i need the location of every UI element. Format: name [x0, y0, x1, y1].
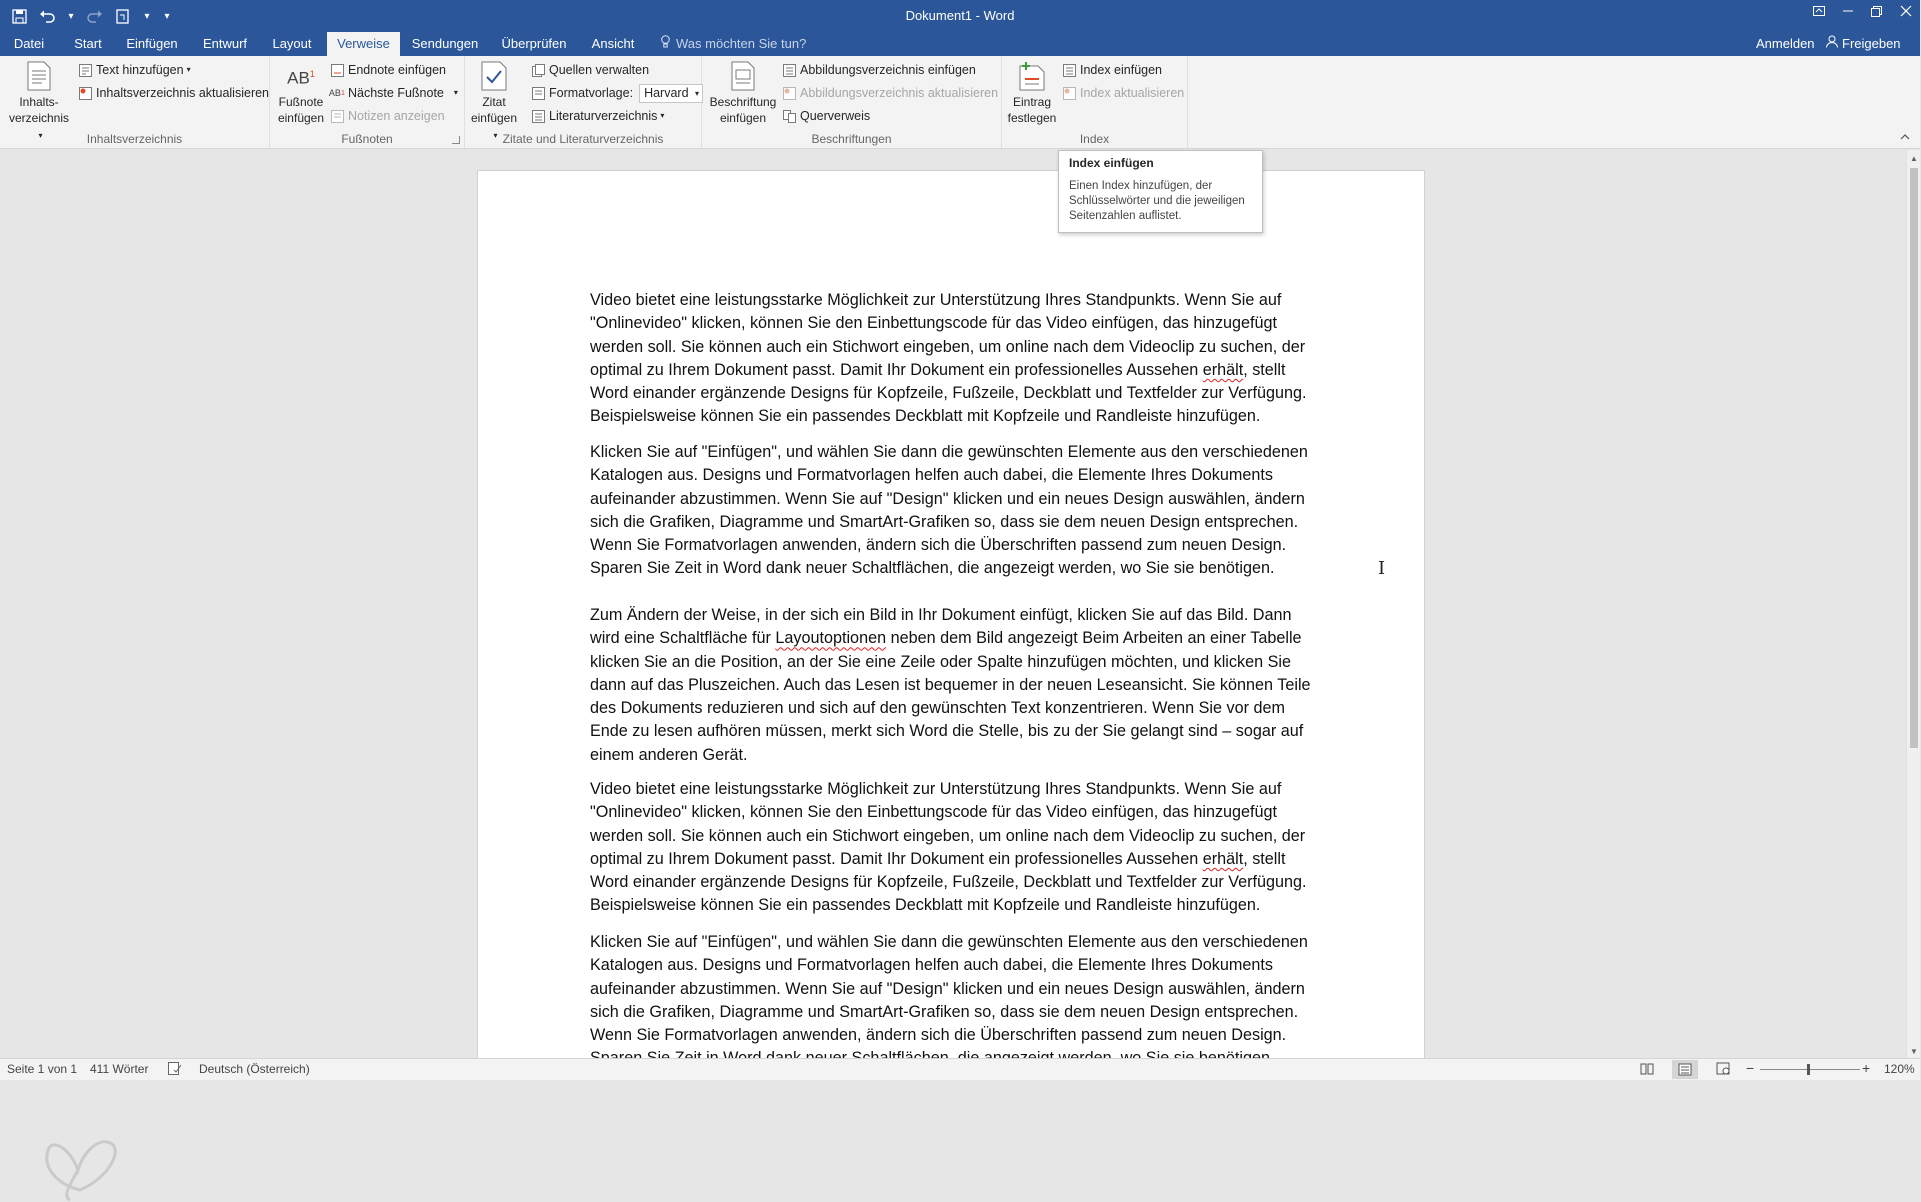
insert-tof-button[interactable]	[782, 60, 976, 80]
next-footnote-icon: AB 1	[328, 88, 346, 98]
update-table-icon	[78, 86, 92, 100]
document-canvas	[0, 150, 1906, 1058]
paragraph-2[interactable]	[590, 441, 1320, 581]
manage-sources-button[interactable]	[531, 60, 649, 80]
spelling-error[interactable]: erhält	[1202, 360, 1244, 379]
style-icon	[531, 86, 545, 100]
tab-einfuegen[interactable]: Einfügen	[126, 36, 178, 51]
citations-group-label: Zitate und Literaturverzeichnis	[502, 132, 664, 146]
show-notes-button[interactable]	[330, 106, 445, 126]
mark-entry-button[interactable]	[1004, 60, 1060, 126]
tab-datei[interactable]: Datei	[13, 36, 45, 51]
citation-icon	[478, 60, 510, 92]
show-notes-icon	[330, 109, 344, 123]
toc-group-label: Inhaltsverzeichnis	[86, 132, 183, 146]
update-index-label: Index aktualisieren	[1080, 86, 1185, 100]
bibliography-button[interactable]: Literaturverzeichnis ▾	[531, 106, 664, 126]
index-group-label: Index	[1079, 132, 1110, 146]
style-value: Harvard	[644, 85, 689, 100]
update-index-icon	[1062, 86, 1076, 100]
spelling-error[interactable]: erhält	[1202, 849, 1244, 868]
footnotes-group-label: Fußnoten	[341, 132, 393, 146]
bibliography-icon	[531, 109, 545, 123]
paragraph-1[interactable]	[590, 289, 1320, 429]
footnote-label-line2: einfügen	[277, 111, 325, 125]
zoom-slider-thumb[interactable]	[1807, 1064, 1810, 1075]
update-tof-icon	[782, 86, 796, 100]
footnote-label-line1: Fußnote	[278, 95, 324, 109]
proofing-icon[interactable]	[168, 1062, 182, 1078]
word-count[interactable]: 411 Wörter	[90, 1062, 149, 1076]
scroll-down-icon[interactable]: ▼	[1910, 1047, 1918, 1056]
mark-entry-label-line2: festlegen	[1007, 111, 1057, 125]
scroll-thumb[interactable]	[1910, 168, 1918, 748]
insert-endnote-button[interactable]	[330, 60, 446, 80]
tab-sendungen[interactable]: Sendungen	[411, 36, 479, 51]
update-toc-label: Inhaltsverzeichnis aktualisieren	[96, 86, 270, 100]
paragraph-text: , stellt Word einander ergänzende Designs für Kopfzeile, Fußzeile, Deckblatt und Textfelder zur Verfügung. Beispielsweise können Sie ein passendes Deckblatt mit Kopfzeile und Randleiste hinzufügen.	[590, 849, 1307, 915]
insert-caption-button[interactable]	[708, 60, 778, 126]
paragraph-3[interactable]	[590, 604, 1320, 767]
cross-reference-label: Querverweis	[800, 109, 871, 123]
status-bar	[0, 1058, 1920, 1080]
update-tof-label: Abbildungsverzeichnis aktualisieren	[800, 86, 999, 100]
tell-me-box[interactable]	[661, 32, 806, 56]
undo-dropdown-icon[interactable]: ▾	[68, 10, 74, 22]
update-tof-button[interactable]	[782, 83, 998, 103]
footnote-icon	[285, 60, 317, 92]
tooltip-title: Index einfügen	[1069, 156, 1154, 170]
paragraph-text: Video bietet eine leistungsstarke Möglichkeit zur Unterstützung Ihres Standpunkts. Wenn Sie auf "Onlinevideo" klicken, können Sie den Einbettungscode für das Video einfügen, das hinzugefügt werden soll. Sie können auch ein Stichwort eingeben, um online nach dem Videoclip zu suchen, der optimal zu Ihrem Dokument passt. Damit Ihr Dokument ein professionelles Aussehen	[590, 780, 1306, 868]
person-icon	[1826, 32, 1842, 56]
insert-index-icon	[1062, 63, 1076, 77]
paragraph-4[interactable]	[590, 778, 1320, 918]
lightbulb-icon	[661, 32, 670, 56]
style-selector	[531, 83, 703, 103]
web-layout-icon[interactable]	[1716, 1062, 1730, 1078]
maximize-icon[interactable]	[1862, 0, 1891, 22]
show-notes-label: Notizen anzeigen	[348, 109, 445, 123]
spelling-error[interactable]: Layoutoptionen	[775, 629, 887, 648]
paragraph-text: Klicken Sie auf "Einfügen", und wählen Sie dann die gewünschten Elemente aus den verschiedenen Katalogen aus. Designs und Formatvorlagen helfen auch dabei, die Elemente Ihres Dokuments aufeinander abzustimmen. Wenn Sie auf "Design" klicken und ein neues Design auswählen, ändern sich die Grafiken, Diagramme und SmartArt-Grafiken so, dass sie dem neuen Design entsprechen. Wenn Sie Formatvorlagen anwenden, ändern sich die Überschriften passend zum neuen Design. Sparen Sie Zeit in Word dank neuer Schaltflächen, die angezeigt werden, wo Sie sie benötigen.	[590, 443, 1308, 578]
tell-me-placeholder: Was möchten Sie tun?	[676, 36, 807, 51]
mark-entry-label-line1: Eintrag	[1012, 95, 1052, 109]
toc-label-line2: verzeichnis ▾	[8, 111, 70, 140]
footnote-icon-sup: 1	[309, 68, 315, 79]
insert-footnote-button[interactable]	[276, 60, 326, 126]
toc-label-line1: Inhalts-	[19, 95, 59, 109]
zoom-in-button[interactable]: +	[1862, 1060, 1871, 1076]
vertical-scrollbar[interactable]	[1906, 150, 1920, 1058]
tab-layout[interactable]: Layout	[272, 36, 312, 51]
insert-index-tooltip	[1058, 150, 1263, 233]
touch-mode-dropdown-icon[interactable]: ▾	[144, 10, 150, 22]
cross-reference-icon	[782, 109, 796, 123]
tab-entwurf[interactable]: Entwurf	[202, 36, 248, 51]
tooltip-body: Einen Index hinzufügen, der Schlüsselwörter und die jeweiligen Seitenzahlen auflistet.	[1069, 180, 1245, 222]
group-index	[1002, 56, 1188, 148]
mark-entry-icon	[1016, 60, 1048, 92]
update-toc-button[interactable]	[78, 83, 269, 103]
group-fussnoten	[270, 56, 465, 148]
window-title: Dokument1 - Word	[905, 8, 1015, 23]
share-button[interactable]	[1826, 32, 1901, 56]
caption-label-line1: Beschriftung	[709, 95, 777, 109]
page-count[interactable]: Seite 1 von 1	[7, 1062, 78, 1076]
zoom-out-button[interactable]: −	[1746, 1060, 1755, 1076]
zoom-slider[interactable]	[1760, 1069, 1860, 1070]
butterfly-logo-icon	[40, 1130, 122, 1202]
add-text-button[interactable]: Text hinzufügen ▾	[78, 60, 191, 80]
minimize-icon[interactable]	[1833, 0, 1862, 22]
endnote-label: Endnote einfügen	[348, 63, 447, 77]
insert-tof-label: Abbildungsverzeichnis einfügen	[800, 63, 976, 77]
collapse-ribbon-icon[interactable]	[1900, 132, 1910, 143]
tab-ueberpruefen[interactable]: Überprüfen	[501, 36, 567, 51]
customize-qat-icon[interactable]: ▾	[164, 10, 170, 22]
document-page[interactable]	[477, 170, 1425, 1070]
style-dropdown[interactable]	[639, 84, 703, 103]
title-bar	[0, 0, 1920, 32]
update-index-button[interactable]	[1062, 83, 1184, 103]
insert-index-label: Index einfügen	[1080, 63, 1163, 77]
ribbon-tabs	[0, 32, 1920, 56]
paragraph-text: , stellt Word einander ergänzende Designs für Kopfzeile, Fußzeile, Deckblatt und Textfelder zur Verfügung. Beispielsweise können Sie ein passendes Deckblatt mit Kopfzeile und Randleiste hinzufügen.	[590, 360, 1307, 426]
table-of-figures-icon	[782, 63, 796, 77]
caption-icon	[727, 60, 759, 92]
scroll-up-icon[interactable]: ▲	[1910, 154, 1918, 163]
footnote-icon-text: AB	[287, 68, 310, 88]
endnote-icon	[330, 63, 344, 77]
paragraph-text: Zum Ändern der Weise, in der sich ein Bild in Ihr Dokument einfügt, klicken Sie auf das Bild. Dann wird eine Schaltfläche für	[590, 606, 1292, 648]
caption-label-line2: einfügen	[719, 111, 767, 125]
paragraph-text: neben dem Bild angezeigt Beim Arbeiten an einer Tabelle klicken Sie an die Position, an der Sie eine Zeile oder Spalte hinzufügen möchten, und klicken Sie dann auf das Pluszeichen. Auch das Lesen ist bequemer in der neuen Leseansicht. Sie können Teile des Dokuments reduzieren und sich auf den gewünschten Text konzentrieren. Wenn Sie vor dem Ende zu lesen aufhören müssen, merkt sich Word die Stelle, bis zu der Sie gelangt sind – sogar auf einem anderen Gerät.	[590, 629, 1311, 764]
group-inhaltsverzeichnis	[0, 56, 270, 148]
print-layout-icon[interactable]	[1672, 1060, 1698, 1079]
group-beschriftungen	[702, 56, 1002, 148]
paragraph-text: Klicken Sie auf "Einfügen", und wählen Sie dann die gewünschten Elemente aus den verschiedenen Katalogen aus. Designs und Formatvorlagen helfen auch dabei, die Elemente Ihres Dokuments aufeinander abzustimmen. Wenn Sie auf "Design" klicken und ein neues Design auswählen, ändern sich die Grafiken, Diagramme und SmartArt-Grafiken so, dass sie dem neuen Design entsprechen. Wenn Sie Formatvorlagen anwenden, ändern sich die Überschriften passend zum neuen Design.	[590, 933, 1308, 1045]
ribbon-display-options-icon[interactable]	[1804, 0, 1833, 22]
read-mode-icon[interactable]	[1640, 1062, 1654, 1078]
zoom-level[interactable]: 120%	[1884, 1062, 1915, 1076]
window-controls	[1804, 0, 1920, 32]
cross-reference-button[interactable]	[782, 106, 870, 126]
style-label: Formatvorlage:	[549, 86, 634, 100]
next-footnote-label: Nächste Fußnote	[348, 86, 444, 100]
tab-ansicht[interactable]: Ansicht	[591, 36, 635, 51]
tab-start[interactable]: Start	[74, 36, 102, 51]
manage-sources-icon	[531, 63, 545, 77]
chevron-down-icon: ▾	[695, 88, 700, 98]
citation-label-line1: Zitat	[482, 95, 506, 109]
citation-label-line2: einfügen ▾	[470, 111, 518, 140]
add-text-icon	[78, 63, 92, 77]
captions-group-label: Beschriftungen	[811, 132, 892, 146]
language-indicator[interactable]: Deutsch (Österreich)	[199, 1062, 310, 1076]
share-label: Freigeben	[1842, 36, 1901, 51]
paragraph-5[interactable]	[590, 931, 1320, 1071]
signin-link[interactable]: Anmelden	[1756, 36, 1815, 51]
add-text-label: Text hinzufügen	[96, 63, 184, 77]
insert-index-button[interactable]	[1062, 60, 1162, 80]
footnotes-dialog-launcher[interactable]	[452, 136, 460, 144]
table-of-contents-icon	[23, 60, 55, 92]
tab-verweise[interactable]: Verweise	[327, 32, 400, 56]
group-zitate	[465, 56, 702, 148]
close-icon[interactable]	[1891, 0, 1920, 22]
manage-sources-label: Quellen verwalten	[549, 63, 650, 77]
next-footnote-button[interactable]: AB 1 Nächste Fußnote ▾	[330, 83, 458, 103]
ribbon	[0, 56, 1920, 149]
bibliography-label: Literaturverzeichnis	[549, 109, 658, 123]
text-cursor-icon: I	[1378, 558, 1386, 579]
paragraph-text: Video bietet eine leistungsstarke Möglichkeit zur Unterstützung Ihres Standpunkts. Wenn Sie auf "Onlinevideo" klicken, können Sie den Einbettungscode für das Video einfügen, das hinzugefügt werden soll. Sie können auch ein Stichwort eingeben, um online nach dem Videoclip zu suchen, der optimal zu Ihrem Dokument passt. Damit Ihr Dokument ein professionelles Aussehen	[590, 291, 1306, 379]
